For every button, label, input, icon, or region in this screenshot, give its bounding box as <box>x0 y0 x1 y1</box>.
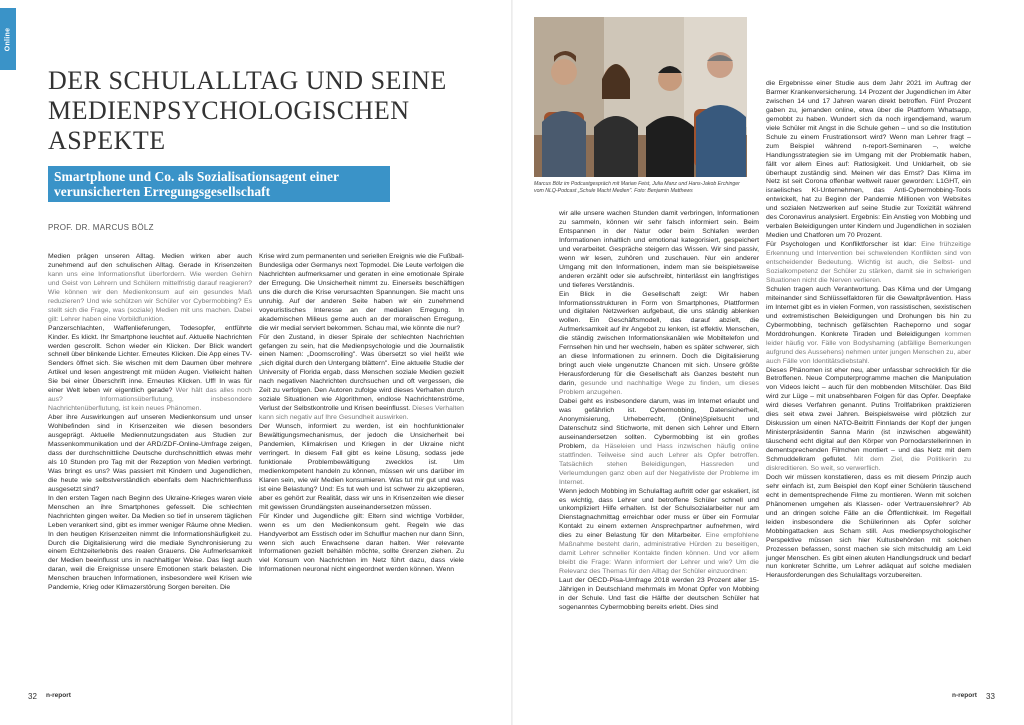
paragraph-text: Panzerschlachten, Waffenlieferungen, Todesopfer, entführte Kinder. Es klickt. Ihr Smartphone leuchtet auf. Aktuelle Nachrichten werden gescrollt. Schon wieder ein Klicken. Der Blick wandert schnell über blinkende Lichter. Erneutes Klicken. Die App eines TV-Senders öffnet sich. Sie wischen mit dem Daumen über mehrere Artikel und lesen angestrengt mit müden Augen. Vielleicht halten Sie bei einer Überschrift inne. Erneutes Klicken. Uff! In was für einer Welt leben wir eigentlich gerade? <box>48 324 252 395</box>
paragraph-highlight: Eine frühzeitige Erkennung und Intervention bei schwelenden Konflikten sind von entscheidender Bedeutung. Wichtig ist auch, die Selbst- und Sozialkompetenz der Schüler zu stärken, damit sie in schwierigen Situationen nicht die Nerven verlieren. <box>766 241 971 284</box>
paragraph-text: wir alle unsere wachen Stunden damit verbringen, Informationen zu sammeln, können wir sehr falsch informiert sein. Beim Entspannen in der Natur oder beim Schlafen werden Informationen inhaltlich und emotional kategorisiert, gespeichert und verarbeitet. Gespräche steigern das Wissen. Wir sind passiv, wenn wir lesen, zuhören und zuschauen. Nur ein anderer Umgang mit den Informationen, indem man sie beispielsweise anderen erzählt oder sie aufschreibt, hinterlässt ein langfristiges und tieferes Verständnis. <box>559 210 759 289</box>
article-headline: DER SCHULALLTAG UND SEINE MEDIENPSYCHOLOGISCHEN ASPEKTE <box>48 66 447 155</box>
paragraph-highlight: Wer hält das alles noch aus? Informationsüberflutung, insbesondere Nachrichtenüberflutung, ist kein neues Phänomen. <box>48 387 252 413</box>
section-tab <box>0 8 16 70</box>
paragraph <box>766 286 971 367</box>
paragraph-text: Wenn jedoch Mobbing im Schulalltag auftritt oder gar eskaliert, ist es wichtig, dass Lehrer und betroffene Schüler schnell und unkompliziert Hilfe erhalten. Ist der Schulsozialarbeiter nur am Dienstagnachmittag erreichbar oder muss er über ein Formular Kontakt zu einem externen Ansprechpartner aufnehmen, wird dies zu einer Belastung für den Mitarbeiter. <box>559 487 759 540</box>
paragraph-highlight: Dieses Verhalten kann sich negativ auf Ihre Gesundheit auswirken. <box>259 405 464 422</box>
paragraph-text: Ein Blick in die Gesellschaft zeigt: Wir haben Informationsstrukturen in Form von Smartphones, Plattformen und digitalen Netzwerken aufgebaut, die uns ständig ablenken wollen. Ein Geschäftsmodell, das darauf abzielt, die Aufmerksamkeit auf ihr Angebot zu lenken, ist effektiv. Menschen, die ständig zwischen Informationskanälen wie Mobiltelefon und Fernsehen hin und her wechseln, haben es später schwerer, sich an diese Informationen zu erinnern. Doch die Digitalisierung bringt auch viele ungenutzte Chancen mit sich. Unsere größte Herausforderung für die Gesellschaft als Ganzes besteht nun darin, <box>559 290 759 388</box>
paragraph <box>259 513 464 576</box>
paragraph <box>48 325 252 415</box>
paragraph-highlight: kann uns eine Informationsflut überfordern. Wie werden Gehirn und Geist von Lehrern und Schülern mittelfristig darauf reagieren? Wie können wir den Medienkonsum auf ein gesundes Maß reduzieren? Und wie schützen wir Schüler vor Cybermobbing? Es stellt sich die Frage, was (soziale) Medien mit uns machen. Dabei gilt: Lehrer haben eine Vorbildfunktion. <box>48 270 252 323</box>
page-gutter <box>511 0 513 725</box>
paragraph-text: Doch wir müssen konstatieren, dass es mit diesem Prinzip auch sehr einfach ist, zum Beispiel den Kopf einer Schülerin täuschend echt in dementsprechende Filme zu montieren. Wenn mit solchen Phänomenen umgehen als Klassen- oder Vertrauenslehrer? Ab und an dringen solche Fälle an die Öffentlichkeit. Im Regelfall leiden insbesondere die Schülerinnen als Opfer solcher Mobbingattacken aus Scham still. Aus medienpsychologischer Perspektive müssen sich hier Kultusbehörden mit solchen Prozessen befassen, sonst machen sie sich mitschuldig am Leid junger Menschen. Es gibt einen akuten Handlungsdruck und bedarf nun konkreter Schritte, um Lehrer adäquat auf solche medialen Herausforderungen des Schulalltags vorzubereiten. <box>766 473 971 580</box>
paragraph <box>48 495 252 593</box>
paragraph-text: Schulen tragen auch Verantwortung. Das Klima und der Umgang miteinander sind Schlüsselfaktoren für die Gewaltprävention. Hass im Internet gibt es in vielen Formen, von rassistischen, sexistischen und extremistischen Beleidigungen und Drohungen bis hin zu Cybermobbing, technisch gefälschten Racheporno und sogar Morddrohungen. Konkrete Tiraden und Beleidigungen <box>766 285 971 338</box>
paragraph-highlight: kommen leider häufig vor. Fälle von Bodyshaming (abfällige Bemerkungen aufgrund des Aussehens) nehmen unter jungen Menschen zu, aber auch Fälle von Identitätsdiebstahl. <box>766 330 971 365</box>
page-number-left: 32 <box>28 692 37 701</box>
paragraph <box>766 474 971 581</box>
paragraph <box>259 253 464 334</box>
paragraph <box>559 291 759 398</box>
text-column-2 <box>259 253 464 575</box>
brand-left: n-report <box>46 692 71 699</box>
paragraph <box>559 398 759 488</box>
paragraph <box>766 367 971 474</box>
photo-caption: Marcus Bölz im Podcastgespräch mit Marian Feist, Julia Manz und Hans-Jakob Erchinger vom NLQ-Podcast „Schule Macht Medien". Foto: Benjamin Matthews <box>534 181 740 194</box>
section-tab-label: Online <box>4 27 12 51</box>
paragraph <box>259 334 464 424</box>
paragraph-text: Für den Zustand, in dieser Spirale der schlechten Nachrichten gefangen zu sein, hat die Medienpsychologie und die Journalistik einen Namen: „Doomscrolling". Was übersetzt so viel heißt wie „sich digital durch den Untergang blättern". Eine aktuelle Studie der University of Florida ergab, dass Menschen soziale Medien gezielt nach negativen Nachrichten durchsuchen und oft vergessen, die Zeit zu verfolgen. Den Autoren zufolge wird dieses Verhalten durch soziale Situationen wie Algorithmen, endlose Nachrichtenströme, Verlust der Selbstkontrolle und Krisen beeinflusst. <box>259 333 464 413</box>
paragraph <box>766 80 971 241</box>
author-byline: PROF. DR. MARCUS BÖLZ <box>48 223 154 232</box>
podcast-photo <box>534 17 747 177</box>
paragraph-highlight: Mit dem Ziel, die Politikerin zu diskreditieren. So weit, so verwerflich. <box>766 456 971 472</box>
paragraph-text: die Ergebnisse einer Studie aus dem Jahr 2021 im Auftrag der Barmer Krankenversicherung. 14 Prozent der Jugendlichen im Alter zwischen 14 und 17 Jahren waren direkt betroffen. Fünf Prozent gaben zu, jemanden online, etwa über die Plattform Whatsapp, gemobbt zu haben. Wundert sich da noch irgendjemand, warum viele Schüler mit Angst in die Schule gehen – und so die Institution Schule zu einem Frustrationsort wird? Wenn man Lehrer fragt – zum Beispiel während n-report-Seminaren –, welche Handlungsstrategien sie im Umgang mit der Problematik haben, fällt vor allem Eines auf: Ratlosigkeit. Und Unklarheit, ob sie überhaupt zuständig sind. Meinen wir das Ernst? Das Klima im Netz ist seit Corona offenbar weltweit rauer geworden: L1GHT, ein israelisches KI-Unternehmen, das Anti-Cybermobbing-Tools entwickelt, hat zu Beginn der Pandemie Millionen von Websites und sozialen Netzwerken auf seine Studie zur Toxizität während des Coronavirus analysiert. Ergebnis: Ein Anstieg von Mobbing und verbalen Beleidigungen unter Kindern und Jugendlichen in sozialen Medien und Chatforen um 70 Prozent. <box>766 80 971 240</box>
paragraph <box>559 577 759 613</box>
paragraph <box>559 210 759 291</box>
paragraph-text: Der Wunsch, informiert zu werden, ist ein hochfunktionaler Bewältigungsmechanismus, der jedoch die Unsicherheit bei Pandemien, Klimakrisen und Kriegen in der Ukraine nicht verringert. In diesem Fall gibt es keine Lösung, sodass jede funktionale Problembewältigung zwecklos ist. Um medienkompetent handeln zu können, müssen wir uns darüber im Klaren sein, wie wir Medien konsumieren. Was tut mir gut und was ist eine Belastung? Und: Es tut weh und ist schwer zu akzeptieren, aber es gehört zur Realität, dass wir uns in Krisenzeiten wie dieser mit gewissen Grundängsten auseinandersetzen müssen. <box>259 423 464 511</box>
text-column-4 <box>766 80 971 581</box>
paragraph <box>48 253 252 325</box>
paragraph <box>766 241 971 286</box>
paragraph-text: Dieses Phänomen ist eher neu, aber unfassbar schrecklich für die Betroffenen. Neue Computerprogramme machen die Manipulation von Videos leicht – auch für den mobbenden Mitschüler. Das Bild wird zur Lüge – mit unabsehbaren Folgen für das Opfer. Deepfake wird dieses Verfahren genannt. Putins Trollfabriken praktizieren dies seit etwa zwei Jahren. Beispielsweise wird plötzlich zur Diskussion um einen NATO-Beitritt Finnlands der Kopf der jungen Ministerpräsidentin Sanna Marin (ist inzwischen abgewählt) täuschend echt digital auf den Körper von Pornodarstellerinnen in dementsprechenden Filmchen montiert – und das Netz mit dem Schmuddelkram geflutet. <box>766 366 971 464</box>
text-column-1 <box>48 253 252 593</box>
paragraph-text: Dabei geht es insbesondere darum, was im Internet erlaubt und was gefährlich ist. Cybermobbing, Datensicherheit, Anonymisierung, Urheberrecht, (Online)Spielsucht und Datenschutz sind Stichworte, mit denen sich Lehrer und Eltern auseinandersetzen sollten. Cybermobbing ist ein großes Problem, <box>559 398 759 450</box>
brand-right: n-report <box>952 692 977 699</box>
text-column-3 <box>559 210 759 613</box>
paragraph-text: Medien prägen unseren Alltag. Medien wirken aber auch zunehmend auf den schulischen Alltag. Gerade in Krisenzeiten <box>48 253 252 269</box>
article-subtitle: Smartphone und Co. als Sozialisationsagent einer verunsicherten Erregungsgesellschaft <box>48 166 390 202</box>
paragraph-highlight: da Häseleien und Hass inzwischen häufig online stattfinden. Teilweise sind auch Lehrer als Opfer betroffen. Tatsächlich stehen Beleidigungen, Hassreden und Verleumdungen ganz oben auf der Negativliste der Probleme im Internet. <box>559 442 759 486</box>
paragraph-text: Laut der OECD-Pisa-Umfrage 2018 werden 23 Prozent aller 15-Jährigen in Deutschland mehrmals im Monat Opfer von Mobbing in der Schule. Und fast die Hälfte der deutschen Schüler hat sogenanntes Cybermobbing bereits erlebt. Dies sind <box>559 577 759 611</box>
paragraph <box>559 488 759 578</box>
page-number-right: 33 <box>986 692 995 701</box>
paragraph-text: Krise wird zum permanenten und seriellen Ereignis wie die Fußball-Bundesliga oder Germanys next Topmodel. Die Leute verfolgen die Nachrichten aufmerksamer und geraten in eine emotionale Spirale der Erregung. Die Unsicherheit nimmt zu. Einerseits beschäftigen uns die durch die Krise verursachten Spannungen. Sie macht uns unruhig. Auf der anderen Seite haben wir ein zunehmend voyeuristisches Interesse an der medialen Erregung. In akademischen Milieus gerne auch an der moralischen Erregung, die wir medial serviert bekommen. Schau mal, wie könnte die nur? <box>259 253 464 332</box>
paragraph-text: Für Kinder und Jugendliche gilt: Eltern sind wichtige Vorbilder, wenn es um den Medienkonsum geht. Regeln wie das Handyverbot am Esstisch oder im Schulflur machen nur dann Sinn, wenn sich auch Erwachsene daran halten. Wer relevante Informationen gezielt beháltén möchte, sollte Grenzen ziehen. Zu viel Konsum von Nachrichten im Netz führt dazu, dass viele Informationen neuronal nicht eingeordnet werden können. Wenn <box>259 512 464 574</box>
paragraph-highlight: Eine empfohlene Maßnahme besteht darin, administrative Hürden zu beseitigen, damit Lehrer schneller Kontakte finden können. Und vor allem bleibt die Frage: Wann informiert der Lehrer und wie? Um die Relevanz des Themas für den Alltag der Schüler einzuordnen: <box>559 532 759 576</box>
paragraph-text: Für Psychologen und Konfliktforscher ist klar: <box>766 241 922 249</box>
paragraph-text: Aber ihre Auswirkungen auf unseren Medienkonsum und unser Wohlbefinden sind in Krisenzeiten wie diesen besonders ausgeprägt. Aktuelle Mediennutzungsdaten aus Studien zur Massenkommunikation und der ARD/ZDF-Online-Umfrage zeigen, dass der durchschnittliche Deutsche durchschnittlich etwas mehr als 10 Stunden pro Tag mit der Rezeption von Medien verbringt. Was bringt es uns? Was passiert mit Kindern und Jugendlichen, die heute wie selbstverständlich ebenfalls dem Nachrichtenfluss ausgesetzt sind? <box>48 414 252 493</box>
paragraph-highlight: gesunde und nachhaltige Wege zu finden, um dieses Problem anzugehen. <box>559 380 759 397</box>
paragraph <box>48 414 252 495</box>
paragraph-text: In den ersten Tagen nach Beginn des Ukraine-Krieges waren viele Menschen an ihre Smartphones gefesselt. Die schlechten Nachrichten gingen weiter. Da Medien so tief in unserem täglichen Leben verankert sind, gibt es immer weniger Räume ohne Medien. In den heutigen Krisenzeiten nimmt die Informationshäufigkeit zu. Durch die Digitalisierung wird die mediale Synchronisierung zu einem Echtzeiterlebnis des realen Grauens. Die Aufmerksamkeit der Medien beeinflusst uns in nachhaltiger Weise. Das liegt auch daran, weil die Ereignisse unsere Emotionen stark belasten. Die Menschen brauchen Informationen, insbesondere weil Krisen wie Pandemie, Krieg oder Klimazerstörung Sorgen bereiten. Die <box>48 494 252 592</box>
paragraph <box>259 423 464 513</box>
